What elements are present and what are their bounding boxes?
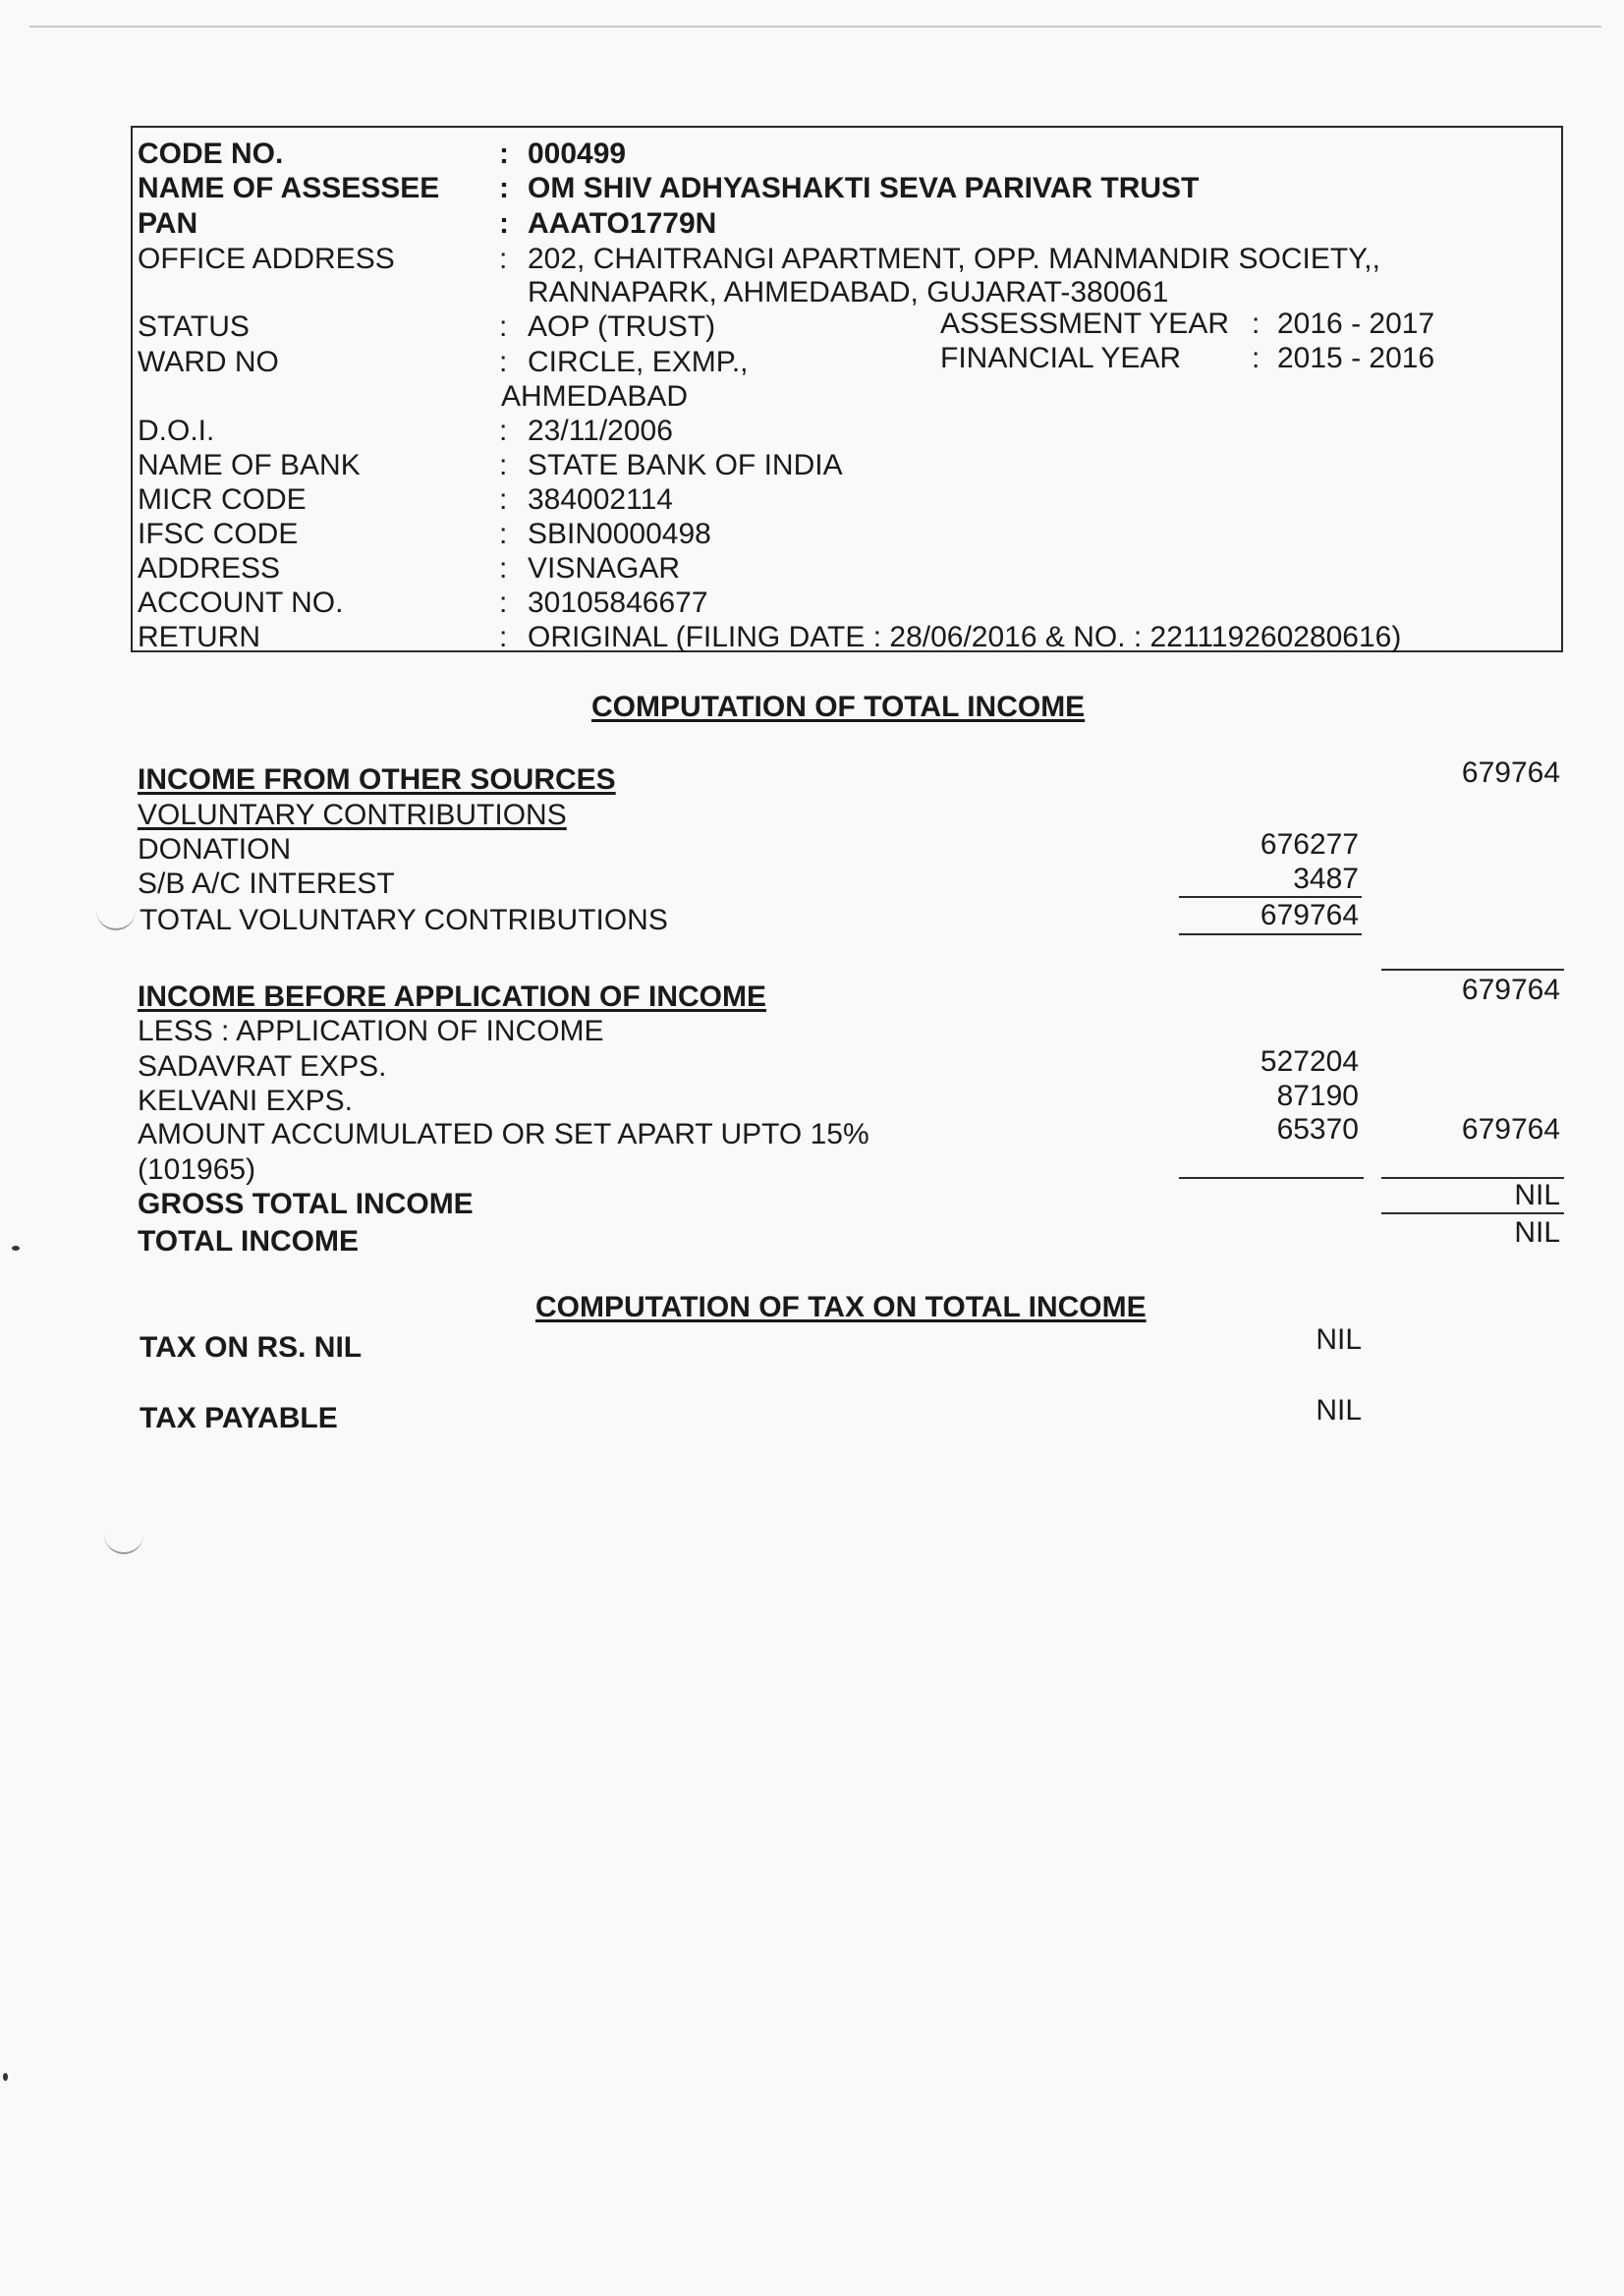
total-income-value: NIL [1514,1216,1560,1249]
application-rule [1179,1177,1364,1179]
pan-label: PAN [138,207,198,240]
ifsc-code-label: IFSC CODE [138,518,299,550]
accumulated-value: 65370 [1276,1113,1359,1146]
separator: : [499,552,508,585]
account-no-value: 30105846677 [528,587,708,619]
bank-name-label: NAME OF BANK [138,449,361,481]
separator: : [499,207,509,240]
tax-on-label: TAX ON RS. NIL [140,1331,363,1364]
code-no-value: 000499 [528,138,627,170]
account-no-label: ACCOUNT NO. [138,587,344,619]
ward-no-value: CIRCLE, EXMP., [528,346,749,378]
office-address-line2: RANNAPARK, AHMEDABAD, GUJARAT-380061 [528,276,1169,308]
subtotal-rule [1179,896,1362,898]
before-application-heading: INCOME BEFORE APPLICATION OF INCOME [138,980,767,1013]
punch-hole-mark [96,909,136,930]
micr-code-label: MICR CODE [138,483,307,516]
total-income-label: TOTAL INCOME [138,1225,359,1258]
pan-value: AAATO1779N [528,207,717,240]
ifsc-code-value: SBIN0000498 [528,518,711,550]
total-voluntary-value: 679764 [1260,899,1359,931]
separator: : [499,172,509,204]
office-address-label: OFFICE ADDRESS [138,243,395,275]
accumulated-label: AMOUNT ACCUMULATED OR SET APART UPTO 15% [138,1118,869,1150]
tax-on-value: NIL [1316,1323,1362,1356]
kelvani-label: KELVANI EXPS. [138,1085,353,1117]
separator: : [499,346,508,378]
status-value: AOP (TRUST) [528,310,716,343]
separator: : [499,621,508,653]
gross-total-income-value: NIL [1514,1179,1560,1211]
kelvani-value: 87190 [1276,1080,1359,1112]
tax-computation-title: COMPUTATION OF TAX ON TOTAL INCOME [535,1291,1147,1323]
separator: : [499,243,508,275]
micr-code-value: 384002114 [528,483,673,516]
scan-speck [3,2073,8,2081]
bank-address-value: VISNAGAR [528,552,681,585]
sadavrat-value: 527204 [1260,1045,1359,1078]
separator: : [1252,342,1260,374]
bank-address-label: ADDRESS [138,552,281,585]
sb-interest-value: 3487 [1293,863,1359,895]
before-application-value: 679764 [1461,974,1560,1006]
assessee-name-value: OM SHIV ADHYASHAKTI SEVA PARIVAR TRUST [528,172,1200,204]
less-application-label: LESS : APPLICATION OF INCOME [138,1015,604,1047]
scan-speck [12,1246,20,1251]
gross-total-rule [1381,1212,1564,1214]
application-total: 679764 [1461,1113,1560,1146]
total-rule [1179,933,1362,935]
ward-no-value-line2: AHMEDABAD [501,380,689,413]
separator: : [499,310,508,343]
donation-label: DONATION [138,833,292,866]
doi-value: 23/11/2006 [528,415,673,447]
code-no-label: CODE NO. [138,138,284,170]
assessee-name-label: NAME OF ASSESSEE [138,172,440,204]
return-label: RETURN [138,621,260,653]
separator: : [499,587,508,619]
tax-payable-label: TAX PAYABLE [140,1402,338,1434]
separator: : [499,138,509,170]
voluntary-contributions-heading: VOLUNTARY CONTRIBUTIONS [138,799,567,831]
tax-payable-value: NIL [1316,1394,1362,1427]
assessment-year-label: ASSESSMENT YEAR [940,308,1229,340]
donation-value: 676277 [1260,828,1359,861]
separator: : [1252,308,1260,340]
punch-hole-mark [104,1533,143,1554]
doi-label: D.O.I. [138,415,215,447]
office-address-line1: 202, CHAITRANGI APARTMENT, OPP. MANMANDIR SOCIETY,, [528,243,1380,275]
section-rule [1381,969,1564,971]
gross-total-income-label: GROSS TOTAL INCOME [138,1188,474,1220]
ward-no-label: WARD NO [138,346,279,378]
financial-year-label: FINANCIAL YEAR [940,342,1182,374]
separator: : [499,483,508,516]
separator: : [499,415,508,447]
other-sources-total: 679764 [1461,756,1560,789]
accumulated-label-line2: (101965) [138,1153,256,1186]
sb-interest-label: S/B A/C INTEREST [138,868,395,900]
computation-title: COMPUTATION OF TOTAL INCOME [591,691,1086,723]
return-value: ORIGINAL (FILING DATE : 28/06/2016 & NO. : 221119260280616) [528,621,1402,653]
bank-name-value: STATE BANK OF INDIA [528,449,843,481]
financial-year-value: 2015 - 2016 [1277,342,1435,374]
separator: : [499,518,508,550]
total-voluntary-label: TOTAL VOLUNTARY CONTRIBUTIONS [140,904,668,936]
sadavrat-label: SADAVRAT EXPS. [138,1050,387,1083]
status-label: STATUS [138,310,250,343]
separator: : [499,449,508,481]
page-top-edge [29,26,1601,28]
assessment-year-value: 2016 - 2017 [1277,308,1435,340]
other-sources-heading: INCOME FROM OTHER SOURCES [138,763,616,796]
